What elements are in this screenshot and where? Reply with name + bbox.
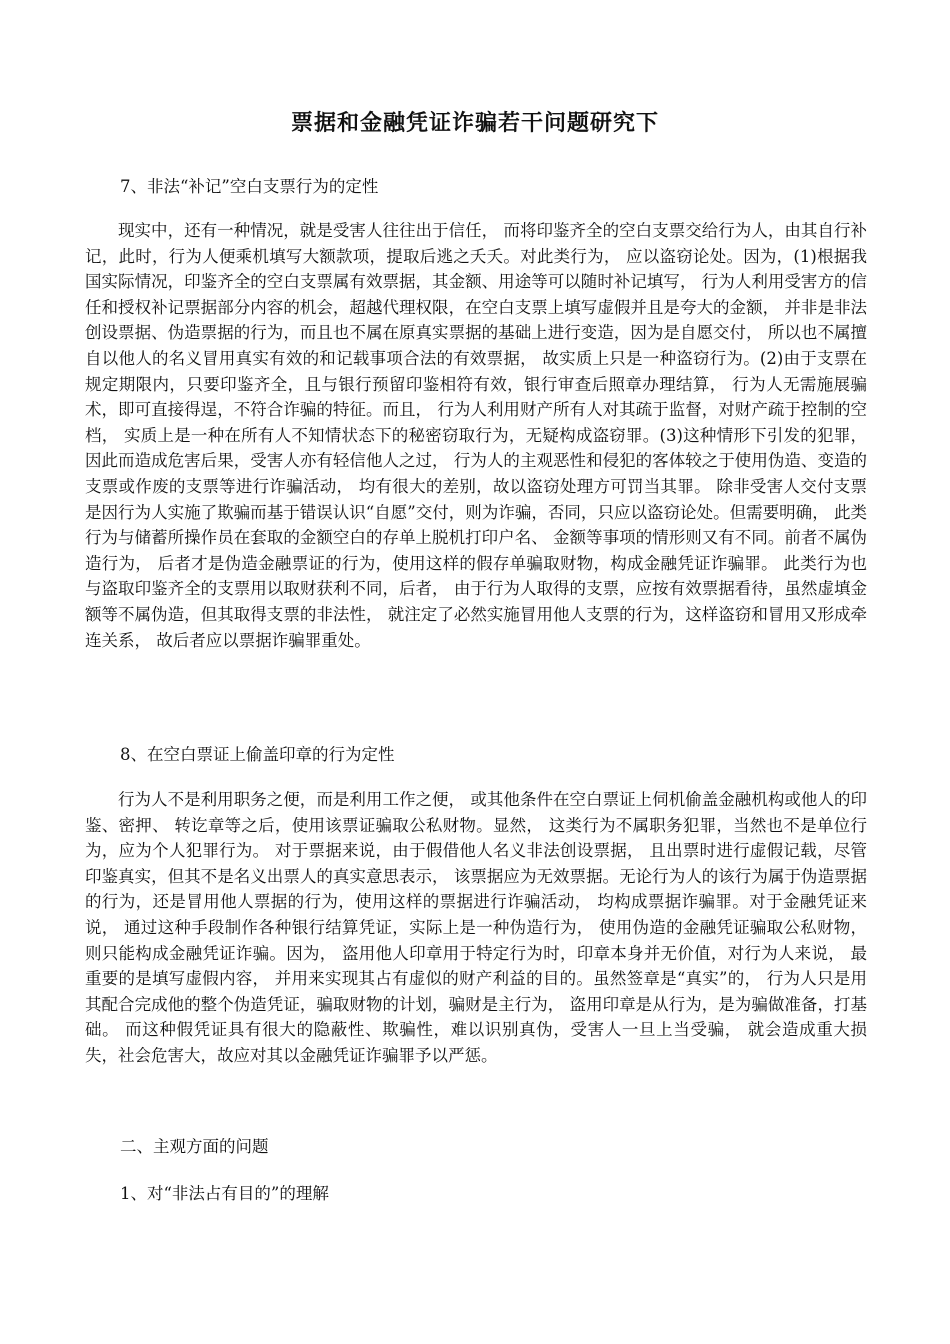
section-paragraph-8: 行为人不是利用职务之便，而是利用工作之便， 或其他条件在空白票证上伺机偷盖金融机构或他人的印鉴、密押、 转讫章等之后，使用该票证骗取公私财物。显然， 这类行为不属职务犯罪，当然也不是单位行为，应为个人犯罪行为。 对于票据来说，由于假借他人名义非法创设票据， 且出票时进行虚假记载，尽管印鉴真实，但其不是名义出票人的真实意思表示， 该票据应为无效票据。无论行为人的该行为属于伪造票据的行为，还是冒用他人票据的行为，使用这样的票据进行诈骗活动， 均构成票据诈骗罪。对于金融凭证来说， 通过这种手段制作各种银行结算凭证，实际上是一种伪造行为， 使用伪造的金融凭证骗取公私财物，则只能构成金融凭证诈骗。因为， 盗用他人印章用于特定行为时，印章本身并无价值，对行为人来说， 最重要的是填写虚假内容， 并用来实现其占有虚似的财产利益的目的。虽然签章是“真实”的， 行为人只是用其配合完成他的整个伪造凭证，骗取财物的计划，骗财是主行为， 盗用印章是从行为，是为骗做准备，打基础。 而这种假凭证具有很大的隐蔽性、欺骗性，难以识别真伪，受害人一旦上当受骗， 就会造成重大损失，社会危害大，故应对其以金融凭证诈骗罪予以严惩。 xyxy=(85,790,867,1065)
item-heading-1: 1、对“非法占有目的”的理解 xyxy=(120,1184,329,1203)
section-paragraph-7: 现实中，还有一种情况，就是受害人往往出于信任， 而将印鉴齐全的空白支票交给行为人，由其自行补记，此时，行为人便乘机填写大额款项，提取后逃之夭夭。对此类行为， 应以盗窃论处。因为，(1)根据我国实际情况，印鉴齐全的空白支票属有效票据，其金额、用途等可以随时补记填写， 行为人利用受害方的信任和授权补记票据部分内容的机会，超越代理权限，在空白支票上填写虚假并且是夸大的金额， 并非是非法创设票据、伪造票据的行为，而且也不属在原真实票据的基础上进行变造，因为是自愿交付， 所以也不属擅自以他人的名义冒用真实有效的和记载事项合法的有效票据， 故实质上只是一种盗窃行为。(2)由于支票在规定期限内，只要印鉴齐全，且与银行预留印鉴相符有效，银行审查后照章办理结算， 行为人无需施展骗术，即可直接得逞，不符合诈骗的特征。而且， 行为人利用财产所有人对其疏于监督，对财产疏于控制的空档， 实质上是一种在所有人不知情状态下的秘密窃取行为，无疑构成盗窃罪。(3)这种情形下引发的犯罪，因此而造成危害后果，受害人亦有轻信他人之过， 行为人的主观恶性和侵犯的客体较之于使用伪造、变造的支票或作废的支票等进行诈骗活动， 均有很大的差别，故以盗窃处理方可罚当其罪。 除非受害人交付支票是因行为人实施了欺骗而基于错误认识“自愿”交付，则为诈骗，否同，只应以盗窃论处。但需要明确， 此类行为与储蓄所操作员在套取的金额空白的存单上脱机打印户名、 金额等事项的情形则又有不同。前者不属伪造行为， 后者才是伪造金融票证的行为，使用这样的假存单骗取财物，构成金融凭证诈骗罪。 此类行为也与盗取印鉴齐全的支票用以取财获利不同，后者， 由于行为人取得的支票，应按有效票据看待，虽然虚填金额等不属伪造，但其取得支票的非法性， 就注定了必然实施冒用他人支票的行为，这样盗窃和冒用又形成牵连关系， 故后者应以票据诈骗罪重处。 xyxy=(85,221,867,650)
section-heading-7: 7、非法“补记”空白支票行为的定性 xyxy=(120,177,379,196)
section-heading-8: 8、在空白票证上偷盖印章的行为定性 xyxy=(120,745,395,764)
document-title: 票据和金融凭证诈骗若干问题研究下 xyxy=(290,111,659,136)
subsection-heading: 二、主观方面的问题 xyxy=(120,1137,269,1156)
